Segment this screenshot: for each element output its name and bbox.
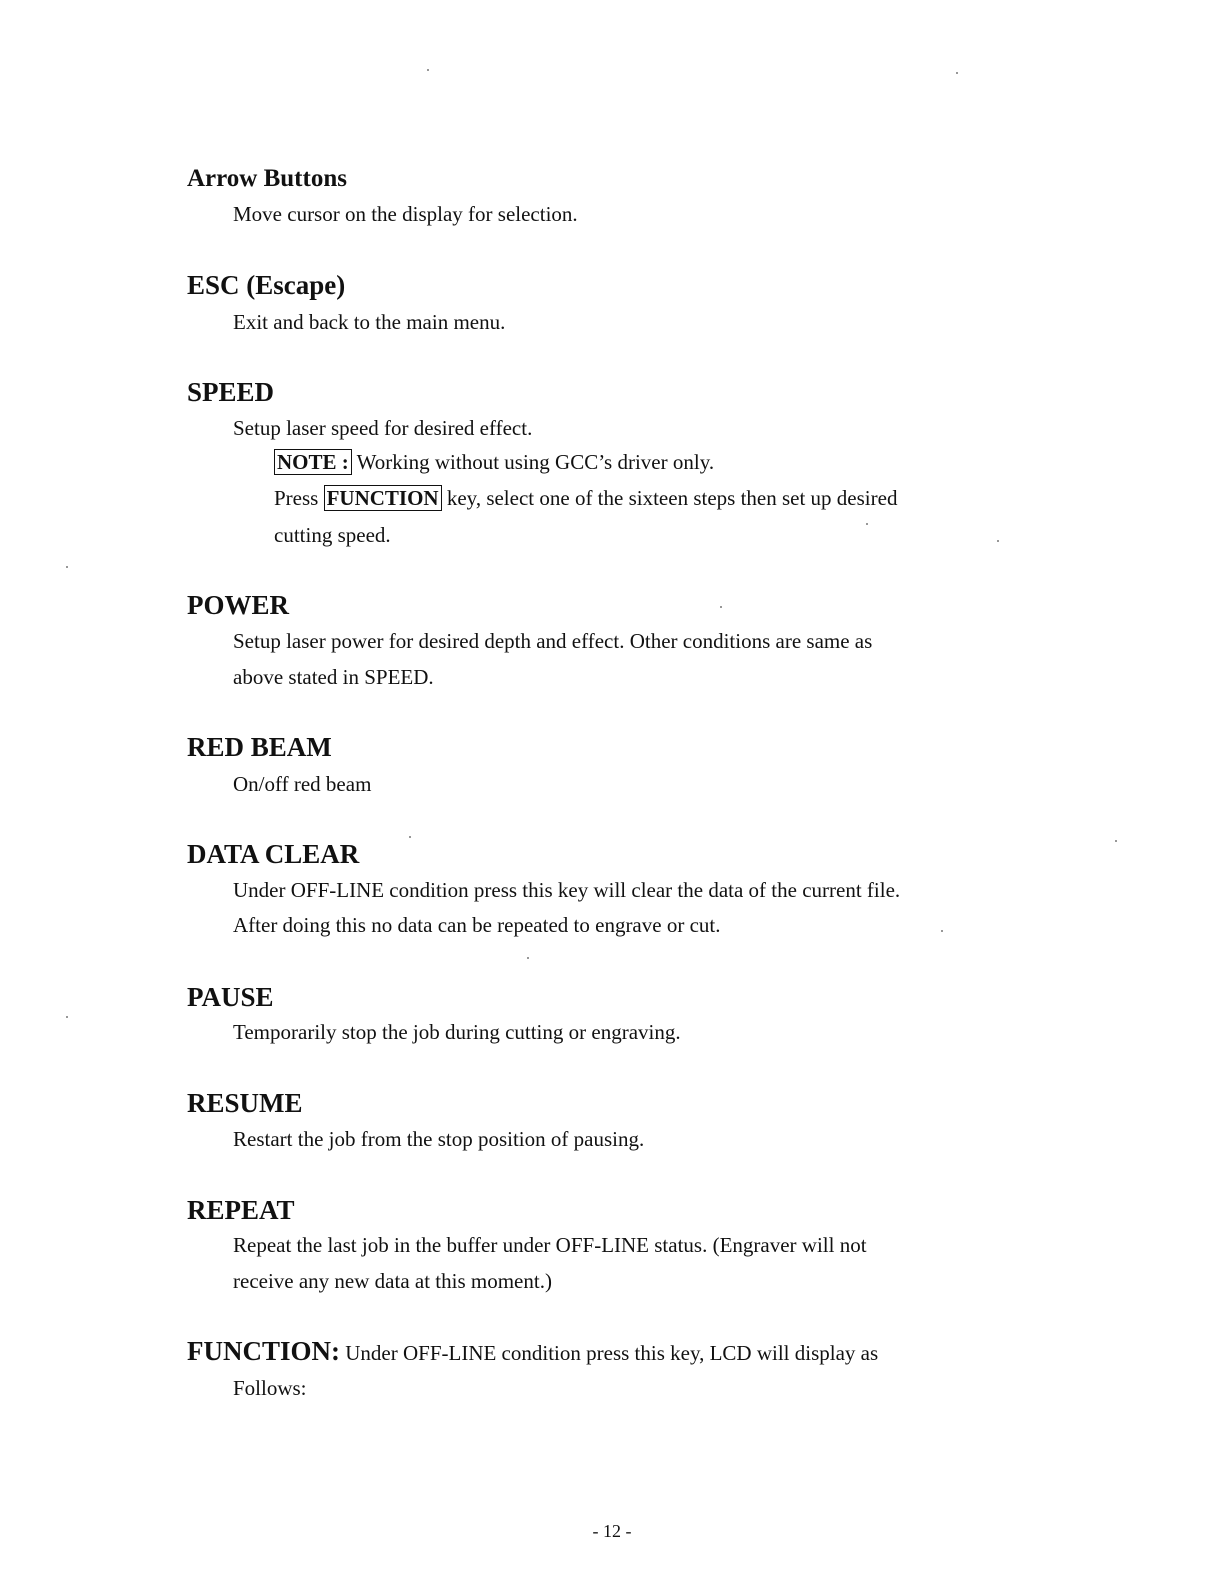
heading-red-beam: RED BEAM — [187, 732, 332, 762]
arrow-buttons-description: Move cursor on the display for selection. — [233, 202, 578, 226]
speed-note-text: Working without using GCC’s driver only. — [351, 450, 715, 474]
scan-speck — [527, 957, 529, 959]
scan-speck — [66, 566, 68, 568]
scan-speck — [409, 836, 411, 838]
function-line — [187, 1338, 878, 1365]
page-number: - 12 - — [592, 1521, 632, 1541]
speed-description: Setup laser speed for desired effect. — [233, 416, 533, 440]
pause-description: Temporarily stop the job during cutting or engraving. — [233, 1020, 681, 1044]
scan-speck — [866, 523, 868, 525]
heading-repeat: REPEAT — [187, 1195, 295, 1225]
power-description-line2: above stated in SPEED. — [233, 665, 434, 689]
heading-esc: ESC (Escape) — [187, 270, 346, 300]
speed-press-suffix: key, select one of the sixteen steps then set up desired — [441, 486, 898, 510]
resume-description: Restart the job from the stop position of pausing. — [233, 1127, 645, 1151]
scan-speck — [956, 72, 958, 74]
scan-speck — [941, 930, 943, 932]
function-key-label: FUNCTION — [324, 485, 442, 511]
speed-press-line — [274, 488, 897, 509]
esc-description: Exit and back to the main menu. — [233, 310, 506, 334]
repeat-description-line1: Repeat the last job in the buffer under OFF-LINE status. (Engraver will not — [233, 1233, 867, 1257]
scan-speck — [427, 69, 429, 71]
speed-press-prefix: Press — [274, 486, 324, 510]
scan-speck — [997, 540, 999, 542]
heading-speed: SPEED — [187, 377, 275, 407]
scan-speck — [720, 606, 722, 608]
data-clear-description-line2: After doing this no data can be repeated to engrave or cut. — [233, 913, 721, 937]
repeat-description-line2: receive any new data at this moment.) — [233, 1269, 552, 1293]
function-description-line2: Follows: — [233, 1376, 307, 1400]
heading-power: POWER — [187, 590, 290, 620]
data-clear-description-line1: Under OFF-LINE condition press this key will clear the data of the current file. — [233, 878, 901, 902]
heading-resume: RESUME — [187, 1088, 303, 1118]
note-key-label: NOTE : — [274, 449, 352, 475]
heading-pause: PAUSE — [187, 982, 274, 1012]
red-beam-description: On/off red beam — [233, 772, 372, 796]
speed-note-line — [274, 452, 714, 473]
power-description-line1: Setup laser power for desired depth and effect. Other conditions are same as — [233, 629, 873, 653]
heading-function: FUNCTION: — [187, 1336, 340, 1366]
function-description-line1: Under OFF-LINE condition press this key, LCD will display as — [340, 1341, 879, 1365]
heading-data-clear: DATA CLEAR — [187, 839, 360, 869]
heading-arrow-buttons: Arrow Buttons — [187, 165, 347, 192]
scan-speck — [66, 1016, 68, 1018]
speed-press-continuation: cutting speed. — [274, 523, 391, 547]
scan-speck — [1115, 840, 1117, 842]
